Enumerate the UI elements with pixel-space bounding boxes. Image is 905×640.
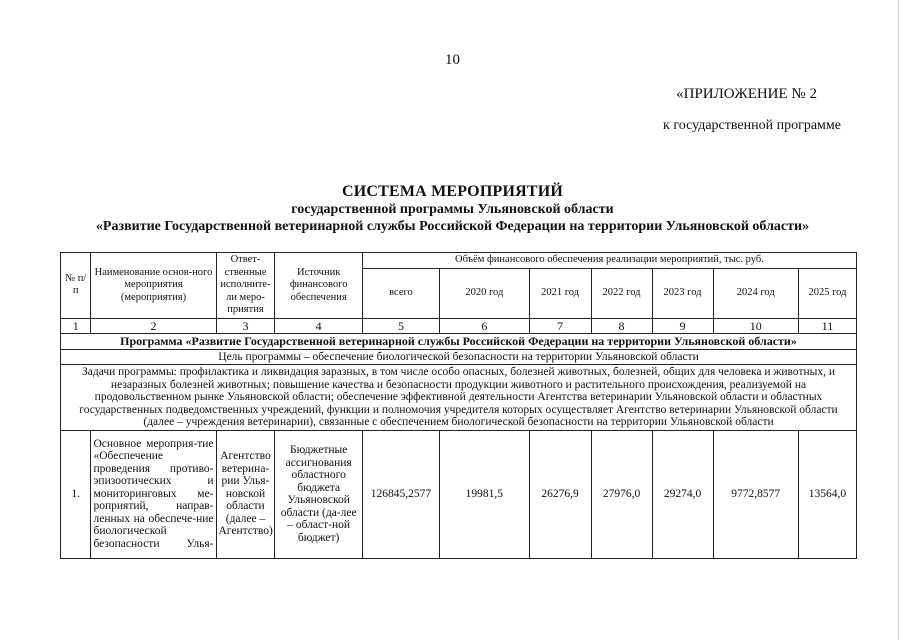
header-2022: 2022 год (591, 268, 652, 318)
row-2021: 26276,9 (529, 430, 591, 558)
column-number: 4 (275, 318, 362, 334)
program-row (61, 334, 857, 350)
column-number-row (61, 318, 857, 334)
header-funding-group: Объём финансового обеспечения реализации мероприятий, тыс. руб. (362, 253, 856, 269)
annex-title: «ПРИЛОЖЕНИЕ № 2 (676, 86, 817, 102)
header-source: Источник финансового обеспечения (275, 253, 362, 319)
header-2020: 2020 год (440, 268, 529, 318)
column-number: 6 (440, 318, 529, 334)
program-goal: Цель программы – обеспечение биологической безопасности на территории Ульяновской области (61, 349, 857, 365)
goal-row (61, 349, 857, 365)
column-number: 5 (362, 318, 439, 334)
column-number: 1 (61, 318, 91, 334)
program-title: Программа «Развитие Государственной ветеринарной службы Российской Федерации на территории Ульяновской области» (61, 334, 857, 350)
column-number: 11 (798, 318, 856, 334)
measures-table (60, 252, 857, 559)
header-responsible: Ответ-ственные исполните-ли меро-приятия (216, 253, 275, 319)
program-tasks: Задачи программы: профилактика и ликвидация заразных, в том числе особо опасных, болезней животных, болезней, общих для человека и животных, и незаразных болезней животных; повышение качества и безопасности продукции животного и растительного происхождения, реализуемой на продовольственном рынке Ульяновской области; обеспечение эффективной деятельности Агентства ветеринарии Ульяновской области и областных государственных подведомственных учреждений, функции и полномочия учредителя которых осуществляет Агентство ветеринарии Ульяновской области (далее – учреждения ветеринарии), связанные с обеспечением биологической безопасности на территории Ульяновской области (61, 365, 857, 431)
tasks-row (61, 365, 857, 431)
column-number: 8 (591, 318, 652, 334)
column-number: 9 (652, 318, 713, 334)
header-2025: 2025 год (798, 268, 856, 318)
doc-subtitle: государственной программы Ульяновской области (291, 202, 614, 217)
column-number: 3 (216, 318, 275, 334)
table-row (61, 430, 857, 558)
row-2022: 27976,0 (591, 430, 652, 558)
row-2025: 13564,0 (798, 430, 856, 558)
header-name: Наименование основ-ного мероприятия (мероприятия) (91, 253, 216, 319)
row-responsible: Агентство ветерина-рии Улья-новской области (далее – Агентство) (216, 430, 275, 558)
row-2020: 19981,5 (440, 430, 529, 558)
header-2024: 2024 год (713, 268, 798, 318)
row-num: 1. (61, 430, 91, 558)
annex-subtitle: к государственной программе (663, 118, 841, 133)
header-2023: 2023 год (652, 268, 713, 318)
row-total: 126845,2577 (362, 430, 439, 558)
column-number: 2 (91, 318, 216, 334)
header-2021: 2021 год (529, 268, 591, 318)
doc-title: СИСТЕМА МЕРОПРИЯТИЙ (341, 183, 564, 200)
page-edge (898, 0, 899, 640)
header-num: № п/п (61, 253, 91, 319)
header-total: всего (362, 268, 439, 318)
column-number: 10 (713, 318, 798, 334)
column-number: 7 (529, 318, 591, 334)
row-2024: 9772,8577 (713, 430, 798, 558)
row-2023: 29274,0 (652, 430, 713, 558)
page-number: 10 (445, 52, 460, 68)
row-source: Бюджетные ассигнования областного бюджета Ульяновской области (да-лее – област-ной бюджет) (275, 430, 362, 558)
row-name: Основное мероприя-тие «Обеспечение проведения противо-эпизоотических и мониторинговых ме-роприятий, направ-ленных на обеспече-ние биологической безопасности Улья- (91, 430, 216, 558)
doc-program-name: «Развитие Государственной ветеринарной службы Российской Федерации на территории Ульяновской области» (95, 219, 810, 234)
header-row-1 (61, 253, 857, 269)
